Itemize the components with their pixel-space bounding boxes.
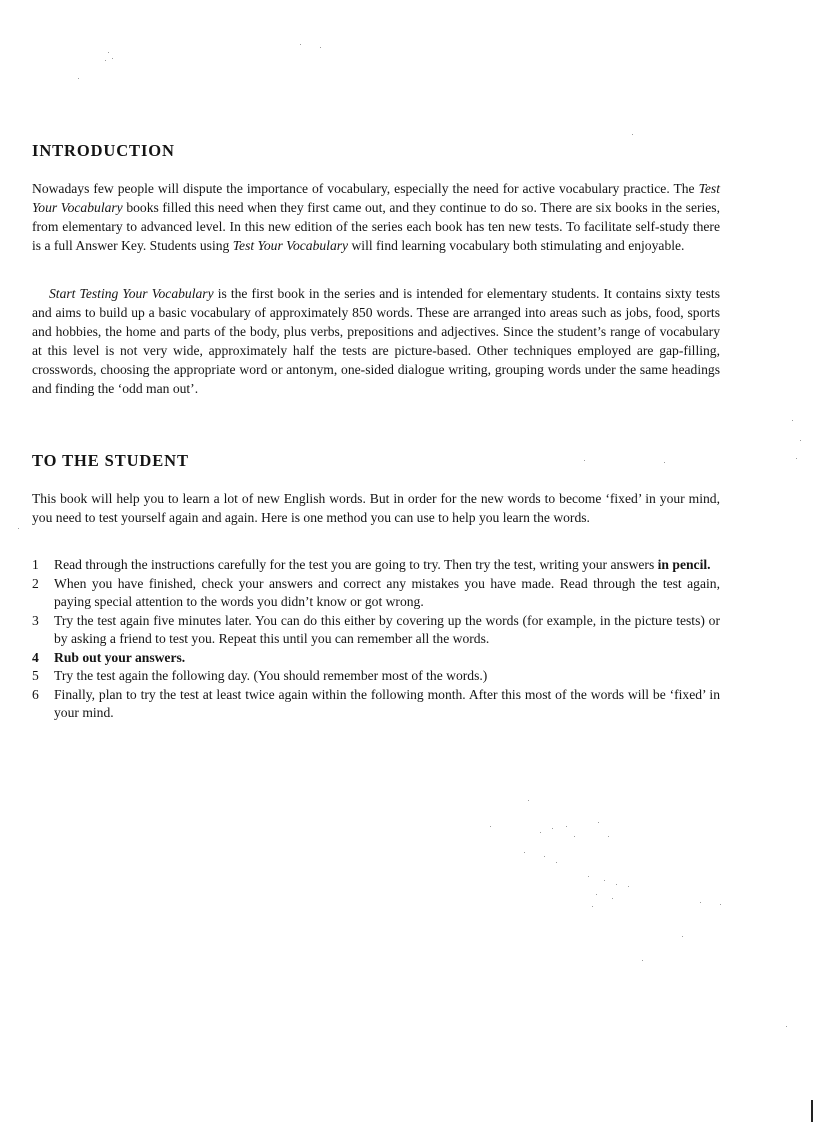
text-run: will find learning vocabulary both stimulating and enjoyable. <box>348 238 685 253</box>
step-number: 5 <box>32 668 39 683</box>
speck <box>720 904 721 905</box>
study-step-6 <box>32 686 720 723</box>
study-step-2 <box>32 575 720 612</box>
text-run: Nowadays few people will dispute the importance of vocabulary, especially the need for active vocabulary practice. The <box>32 181 699 196</box>
step-text: Try the test again five minutes later. You can do this either by covering up the words (for example, in the picture tests) or by asking a friend to test you. Repeat this until you can remember all the words. <box>54 612 720 646</box>
speck <box>616 884 617 885</box>
book-title-italic: Test Your Vocabulary <box>232 238 349 253</box>
speck <box>682 936 683 937</box>
speck <box>664 462 665 463</box>
step-number: 3 <box>32 612 39 628</box>
step-text: Try the test again the following day. (You should remember most of the words.) <box>54 668 488 683</box>
speck <box>574 836 575 837</box>
speck <box>524 852 525 853</box>
introduction-paragraph-1 <box>32 179 720 255</box>
speck <box>588 876 589 877</box>
speck <box>596 894 597 895</box>
book-title-italic: Test Your Vocabulary <box>32 181 720 215</box>
speck <box>608 836 609 837</box>
step-number: 2 <box>32 575 39 591</box>
study-step-5 <box>32 667 720 686</box>
text-run: is the first book in the series and is intended for elementary students. It contains sixty tests and aims to build up a basic vocabulary of approximately 850 words. These are arranged into areas such as jobs, food, sports and hobbies, the home and parts of the body, plus verbs, prepositions and adjectives. Since the student’s range of vocabulary at this level is not very wide, approximately half the tests are picture-based. Other techniques employed are gap-filling, crosswords, choosing the appropriate word or antonym, one-sided dialogue writing, grouping words under the same headings and finding the ‘odd man out’. <box>32 286 720 396</box>
speck <box>796 458 797 459</box>
study-step-3 <box>32 612 720 649</box>
study-steps-list <box>32 556 720 723</box>
step-number: 6 <box>32 686 39 702</box>
to-the-student-heading: TO THE STUDENT <box>32 451 189 470</box>
speck <box>300 44 301 45</box>
speck <box>628 886 629 887</box>
step-number: 1 <box>32 557 39 572</box>
step-bold-text: Rub out your answers. <box>54 649 186 665</box>
introduction-paragraph-2 <box>32 284 720 398</box>
book-title-italic: Start Testing Your Vocabulary <box>49 286 214 301</box>
speck <box>800 440 801 441</box>
speck <box>642 960 643 961</box>
scan-edge-mark <box>811 1100 813 1122</box>
speck <box>612 898 613 899</box>
speck <box>544 856 545 857</box>
speck <box>105 60 106 61</box>
speck <box>18 528 19 529</box>
speck <box>78 78 79 79</box>
speck <box>786 1026 787 1027</box>
speck <box>566 826 567 827</box>
speck <box>320 47 321 48</box>
speck <box>552 828 553 829</box>
study-step-4 <box>32 649 720 668</box>
speck <box>108 52 109 53</box>
step-text: Read through the instructions carefully for the test you are going to try. Then try the test, writing your answers <box>54 557 658 572</box>
speck <box>528 800 529 801</box>
speck <box>112 58 113 59</box>
step-number: 4 <box>32 649 39 665</box>
step-bold-text: in pencil. <box>657 557 711 572</box>
introduction-heading: INTRODUCTION <box>32 141 175 160</box>
to-the-student-paragraph: This book will help you to learn a lot of new English words. But in order for the new words to become ‘fixed’ in your mind, you need to test yourself again and again. Here is one method you can use to help you learn the words. <box>32 491 720 525</box>
step-text: When you have finished, check your answers and correct any mistakes you have made. Read through the test again, paying special attention to the words you didn’t know or got wrong. <box>54 575 720 609</box>
speck <box>604 880 605 881</box>
speck <box>490 826 491 827</box>
speck <box>632 134 633 135</box>
speck <box>592 906 593 907</box>
speck <box>556 862 557 863</box>
speck <box>598 822 599 823</box>
speck <box>584 460 585 461</box>
speck <box>700 902 701 903</box>
study-step-1 <box>32 556 720 575</box>
speck <box>792 420 793 421</box>
step-text: Finally, plan to try the test at least twice again within the following month. After this most of the words will be ‘fixed’ in your mind. <box>54 686 720 720</box>
text-run: books filled this need when they first came out, and they continue to do so. There are six books in the series, from elementary to advanced level. In this new edition of the series each book has ten new tests. To facilitate self-study there is a full Answer Key. Students using <box>32 200 721 253</box>
speck <box>540 832 541 833</box>
